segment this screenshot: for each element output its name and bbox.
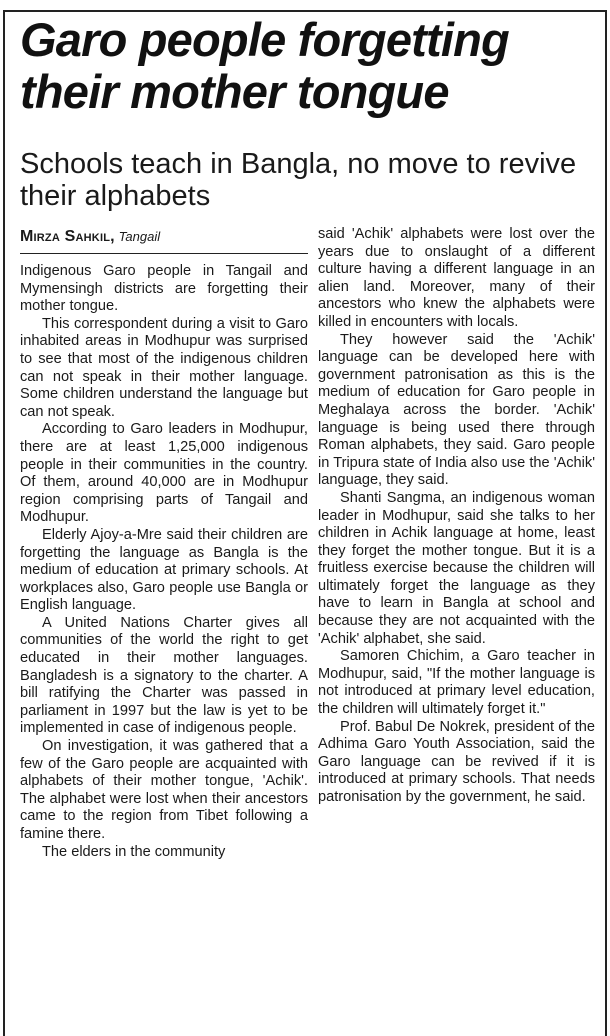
paragraph: This correspondent during a visit to Garo inhabited areas in Modhupur was surprised to see that most of the indigenous children can not speak in their mother language. Some children understand the language but can not speak. [20, 315, 308, 420]
paragraph: According to Garo leaders in Modhupur, there are at least 1,25,000 indigenous people in their communities in the country. Of them, around 40,000 are in Modhupur region comprising parts of Tangail and Modhupur. [20, 421, 308, 526]
byline-divider [20, 253, 308, 254]
article-headline: Garo people forgetting their mother tongue [20, 13, 509, 118]
clipping-border-right [605, 10, 607, 1036]
article-column-1 [20, 263, 308, 861]
clipping-border-top [3, 10, 607, 12]
paragraph: Shanti Sangma, an indigenous woman leader in Modhupur, said she talks to her children in Achik language at home, least they forget the mother tongue. But it is a fruitless exercise because the children will ultimately forget the language as they have to learn in Bangla at school and because they are not acquainted with the 'Achik' alphabet, she said. [318, 489, 595, 647]
paragraph: Indigenous Garo people in Tangail and Mymensingh districts are forgetting their mother tongue. [20, 263, 308, 315]
paragraph: A United Nations Charter gives all communities of the world the right to get educated in their mother languages. Bangladesh is a signatory to the charter. A bill ratifying the Charter was passed in parliament in 1997 but the law is yet to be implemented in case of indigenous people. [20, 614, 308, 737]
byline-author: Mirza Sahkil, [20, 228, 115, 245]
paragraph: They however said the 'Achik' language can be developed here with government patronisation as this is the medium of education for Garo people in Meghalaya across the border. 'Achik' language is being used there through Roman alphabets, they said. Garo people in Tripura state of India also use the 'Achik' language, they said. [318, 331, 595, 489]
paragraph: Prof. Babul De Nokrek, president of the Adhima Garo Youth Association, said the Garo language can be revived if it is introduced at primary schools. That needs patronisation by the government, he said. [318, 718, 595, 805]
article-subheadline: Schools teach in Bangla, no move to revive their alphabets [20, 148, 577, 212]
paragraph: The elders in the community [42, 843, 226, 860]
paragraph: said 'Achik' alphabets were lost over the years due to onslaught of a different culture having a different language in an alien land. Moreover, many of their ancestors who knew the alphabets were killed in encounters with locals. [318, 226, 595, 330]
byline [20, 227, 160, 246]
paragraph: On investigation, it was gathered that a few of the Garo people are acquainted with alphabets of their mother tongue, 'Achik'. The alphabet were lost when their ancestors came to the region from Tibet following a famine there. [20, 738, 308, 842]
paragraph: Elderly Ajoy-a-Mre said their children are forgetting the language as Bangla is the medium of education at primary schools. At workplaces also, Garo people use Bangla or English language. [20, 526, 308, 614]
article-column-2 [318, 226, 595, 807]
paragraph: Samoren Chichim, a Garo teacher in Modhupur, said, "If the mother language is not introduced at primary level education, the children will ultimately forget it." [318, 648, 595, 718]
byline-location: Tangail [118, 229, 161, 244]
clipping-border-left [3, 10, 5, 1036]
